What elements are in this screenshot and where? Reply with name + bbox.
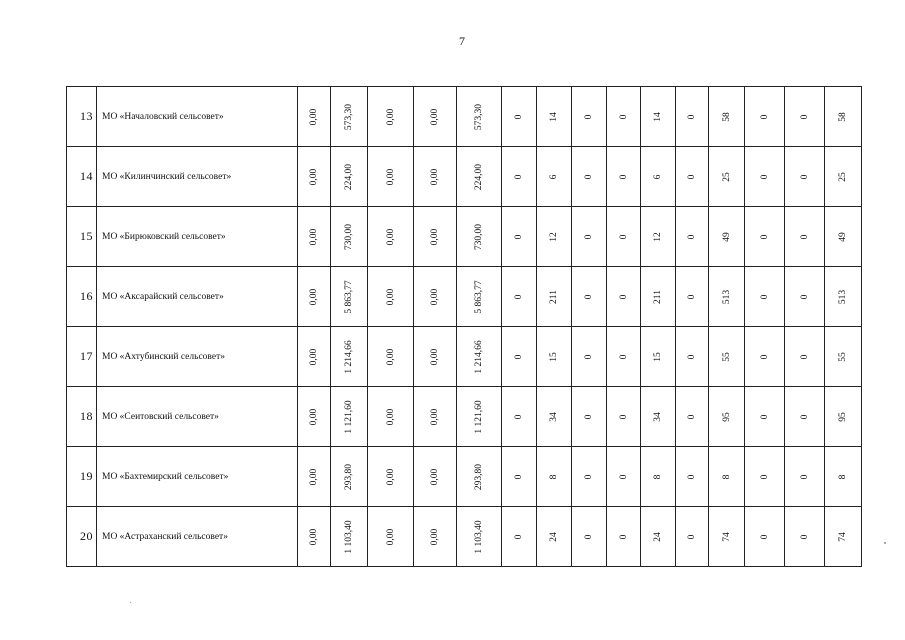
cell-value: 0 (584, 234, 594, 239)
value-cell (572, 147, 607, 207)
value-cell (368, 147, 414, 207)
value-cell (745, 87, 785, 147)
value-cell (368, 507, 414, 567)
cell-value: 1 121,60 (474, 399, 484, 434)
cell-value: 0,00 (385, 108, 396, 125)
cell-value: 0,00 (385, 228, 396, 245)
value-cell (641, 147, 676, 207)
cell-value: 0,00 (309, 108, 319, 125)
value-cell (537, 387, 572, 447)
cell-value: 513 (721, 289, 732, 304)
value-cell (457, 447, 502, 507)
value-cell (457, 327, 502, 387)
value-cell (676, 507, 709, 567)
municipality-name: МО «Астраханский сельсовет» (97, 507, 298, 567)
cell-value: 0 (618, 474, 629, 479)
cell-value: 0 (759, 114, 770, 119)
scan-speck (130, 602, 131, 603)
value-cell (572, 327, 607, 387)
value-cell (457, 507, 502, 567)
value-cell (676, 147, 709, 207)
value-cell (825, 387, 862, 447)
cell-value: 224,00 (474, 163, 484, 190)
cell-value: 15 (653, 351, 663, 362)
value-cell (709, 447, 745, 507)
value-cell (502, 507, 537, 567)
value-cell (368, 267, 414, 327)
value-cell (368, 327, 414, 387)
cell-value: 513 (838, 289, 848, 304)
municipality-name: МО «Аксарайский сельсовет» (97, 267, 298, 327)
value-cell (572, 447, 607, 507)
cell-value: 55 (838, 351, 848, 362)
cell-value: 0 (687, 114, 697, 119)
value-cell (607, 327, 641, 387)
value-cell (537, 447, 572, 507)
cell-value: 0 (687, 414, 697, 419)
value-cell (572, 507, 607, 567)
value-cell (502, 327, 537, 387)
value-cell (641, 207, 676, 267)
cell-value: 730,00 (474, 223, 484, 250)
value-cell (641, 87, 676, 147)
cell-value: 0,00 (309, 228, 319, 245)
cell-value: 6 (653, 174, 663, 179)
cell-value: 8 (838, 474, 848, 479)
cell-value: 730,00 (344, 223, 354, 250)
value-cell (825, 207, 862, 267)
cell-value: 95 (721, 411, 732, 422)
value-cell (457, 267, 502, 327)
cell-value: 0 (584, 534, 594, 539)
cell-value: 0 (514, 414, 524, 419)
cell-value: 0 (584, 174, 594, 179)
cell-value: 8 (721, 474, 732, 479)
cell-value: 0,00 (385, 528, 396, 545)
cell-value: 0 (687, 174, 697, 179)
cell-value: 1 103,40 (474, 519, 484, 554)
table-row (67, 327, 862, 387)
row-number: 17 (67, 327, 97, 387)
value-cell (368, 87, 414, 147)
cell-value: 0 (759, 474, 770, 479)
value-cell (641, 267, 676, 327)
value-cell (414, 87, 457, 147)
cell-value: 24 (653, 531, 663, 542)
cell-value: 6 (549, 174, 559, 179)
cell-value: 0 (618, 294, 629, 299)
value-cell (537, 507, 572, 567)
page-number: 7 (459, 34, 465, 48)
value-cell (825, 447, 862, 507)
value-cell (414, 387, 457, 447)
cell-value: 0,00 (430, 408, 440, 425)
cell-value: 25 (838, 171, 848, 182)
value-cell (745, 147, 785, 207)
value-cell (414, 507, 457, 567)
value-cell (676, 327, 709, 387)
table-row (67, 507, 862, 567)
cell-value: 224,00 (344, 163, 354, 190)
cell-value: 55 (721, 351, 732, 362)
value-cell (709, 87, 745, 147)
value-cell (502, 447, 537, 507)
cell-value: 0,00 (430, 228, 440, 245)
scan-speck (884, 542, 886, 544)
value-cell (502, 87, 537, 147)
value-cell (785, 447, 825, 507)
cell-value: 0 (584, 414, 594, 419)
value-cell (331, 207, 368, 267)
cell-value: 95 (838, 411, 848, 422)
municipality-name: МО «Началовский сельсовет» (97, 87, 298, 147)
value-cell (457, 87, 502, 147)
table-row (67, 207, 862, 267)
value-cell (502, 207, 537, 267)
value-cell (709, 147, 745, 207)
municipality-name: МО «Бахтемирский сельсовет» (97, 447, 298, 507)
cell-value: 0 (687, 474, 697, 479)
value-cell (298, 387, 331, 447)
municipality-name: МО «Ахтубинский сельсовет» (97, 327, 298, 387)
value-cell (825, 327, 862, 387)
table-row (67, 447, 862, 507)
cell-value: 0 (799, 474, 810, 479)
row-number: 20 (67, 507, 97, 567)
cell-value: 0 (799, 294, 810, 299)
value-cell (676, 87, 709, 147)
cell-value: 211 (653, 289, 663, 304)
value-cell (607, 147, 641, 207)
value-cell (414, 207, 457, 267)
cell-value: 1 121,60 (344, 399, 354, 434)
cell-value: 0,00 (385, 288, 396, 305)
value-cell (298, 447, 331, 507)
cell-value: 49 (838, 231, 848, 242)
cell-value: 0 (687, 354, 697, 359)
value-cell (709, 327, 745, 387)
table-row (67, 147, 862, 207)
value-cell (785, 87, 825, 147)
cell-value: 0 (799, 534, 810, 539)
table-row (67, 267, 862, 327)
value-cell (502, 147, 537, 207)
cell-value: 5 863,77 (474, 279, 484, 314)
cell-value: 0 (759, 354, 770, 359)
cell-value: 0,00 (309, 468, 319, 485)
table-row (67, 387, 862, 447)
cell-value: 0 (514, 534, 524, 539)
cell-value: 211 (549, 289, 559, 304)
value-cell (298, 207, 331, 267)
cell-value: 0 (687, 534, 697, 539)
cell-value: 49 (721, 231, 732, 242)
cell-value: 0,00 (430, 468, 440, 485)
cell-value: 0,00 (309, 408, 319, 425)
value-cell (457, 147, 502, 207)
value-cell (607, 507, 641, 567)
value-cell (676, 267, 709, 327)
value-cell (607, 447, 641, 507)
value-cell (785, 507, 825, 567)
cell-value: 0 (799, 414, 810, 419)
value-cell (825, 147, 862, 207)
value-cell (537, 147, 572, 207)
cell-value: 1 103,40 (344, 519, 354, 554)
value-cell (745, 267, 785, 327)
value-cell (537, 267, 572, 327)
value-cell (607, 207, 641, 267)
cell-value: 0 (799, 114, 810, 119)
value-cell (709, 387, 745, 447)
value-cell (641, 447, 676, 507)
cell-value: 293,80 (344, 463, 354, 490)
cell-value: 0 (759, 234, 770, 239)
value-cell (745, 447, 785, 507)
value-cell (676, 447, 709, 507)
row-number: 13 (67, 87, 97, 147)
cell-value: 12 (549, 231, 559, 242)
value-cell (825, 267, 862, 327)
value-cell (298, 327, 331, 387)
cell-value: 0,00 (309, 168, 319, 185)
cell-value: 58 (721, 111, 732, 122)
value-cell (298, 507, 331, 567)
value-cell (368, 387, 414, 447)
value-cell (572, 387, 607, 447)
value-cell (709, 207, 745, 267)
cell-value: 0 (618, 234, 629, 239)
row-number: 15 (67, 207, 97, 267)
cell-value: 0 (687, 234, 697, 239)
municipality-name: МО «Бирюковский сельсовет» (97, 207, 298, 267)
value-cell (641, 327, 676, 387)
cell-value: 0,00 (309, 528, 319, 545)
value-cell (641, 387, 676, 447)
cell-value: 0,00 (309, 288, 319, 305)
value-cell (709, 267, 745, 327)
value-cell (537, 87, 572, 147)
value-cell (331, 87, 368, 147)
cell-value: 0,00 (430, 348, 440, 365)
value-cell (745, 207, 785, 267)
municipality-name: МО «Сеитовский сельсовет» (97, 387, 298, 447)
cell-value: 0 (759, 534, 770, 539)
cell-value: 0 (514, 474, 524, 479)
cell-value: 14 (549, 111, 559, 122)
cell-value: 8 (549, 474, 559, 479)
cell-value: 0,00 (430, 168, 440, 185)
cell-value: 0 (584, 354, 594, 359)
cell-value: 1 214,66 (344, 339, 354, 374)
cell-value: 34 (549, 411, 559, 422)
cell-value: 14 (653, 111, 663, 122)
value-cell (572, 207, 607, 267)
value-cell (607, 87, 641, 147)
cell-value: 293,80 (474, 463, 484, 490)
cell-value: 0 (618, 414, 629, 419)
value-cell (745, 327, 785, 387)
value-cell (537, 207, 572, 267)
cell-value: 573,30 (344, 103, 354, 130)
cell-value: 0 (584, 294, 594, 299)
value-cell (537, 327, 572, 387)
cell-value: 0 (618, 534, 629, 539)
cell-value: 25 (721, 171, 732, 182)
value-cell (368, 447, 414, 507)
cell-value: 0 (514, 174, 524, 179)
value-cell (641, 507, 676, 567)
value-cell (676, 207, 709, 267)
row-number: 18 (67, 387, 97, 447)
value-cell (825, 507, 862, 567)
cell-value: 0 (514, 114, 524, 119)
cell-value: 15 (549, 351, 559, 362)
value-cell (414, 447, 457, 507)
value-cell (785, 387, 825, 447)
value-cell (785, 267, 825, 327)
value-cell (785, 207, 825, 267)
cell-value: 0 (618, 174, 629, 179)
row-number: 16 (67, 267, 97, 327)
cell-value: 0 (514, 294, 524, 299)
cell-value: 0 (514, 354, 524, 359)
table-row (67, 87, 862, 147)
cell-value: 0 (584, 474, 594, 479)
value-cell (607, 387, 641, 447)
value-cell (331, 267, 368, 327)
cell-value: 0 (759, 294, 770, 299)
cell-value: 0 (618, 354, 629, 359)
value-cell (368, 207, 414, 267)
value-cell (414, 327, 457, 387)
cell-value: 58 (838, 111, 848, 122)
cell-value: 0,00 (385, 348, 396, 365)
value-cell (572, 267, 607, 327)
cell-value: 0,00 (430, 108, 440, 125)
value-cell (331, 387, 368, 447)
value-cell (745, 507, 785, 567)
value-cell (825, 87, 862, 147)
cell-value: 0 (584, 114, 594, 119)
cell-value: 573,30 (474, 103, 484, 130)
cell-value: 0 (799, 234, 810, 239)
value-cell (607, 267, 641, 327)
cell-value: 74 (838, 531, 848, 542)
value-cell (414, 267, 457, 327)
value-cell (298, 267, 331, 327)
cell-value: 1 214,66 (474, 339, 484, 374)
value-cell (785, 147, 825, 207)
data-table (66, 86, 862, 567)
cell-value: 8 (653, 474, 663, 479)
cell-value: 0,00 (309, 348, 319, 365)
value-cell (502, 267, 537, 327)
cell-value: 0 (687, 294, 697, 299)
value-cell (572, 87, 607, 147)
value-cell (676, 387, 709, 447)
cell-value: 5 863,77 (344, 279, 354, 314)
cell-value: 0,00 (385, 168, 396, 185)
value-cell (331, 507, 368, 567)
cell-value: 0 (514, 234, 524, 239)
value-cell (298, 147, 331, 207)
municipality-name: МО «Килинчинский сельсовет» (97, 147, 298, 207)
cell-value: 0,00 (385, 408, 396, 425)
cell-value: 0,00 (430, 288, 440, 305)
value-cell (745, 387, 785, 447)
value-cell (331, 447, 368, 507)
row-number: 14 (67, 147, 97, 207)
value-cell (785, 327, 825, 387)
value-cell (331, 147, 368, 207)
cell-value: 34 (653, 411, 663, 422)
cell-value: 0,00 (385, 468, 396, 485)
value-cell (331, 327, 368, 387)
value-cell (457, 387, 502, 447)
cell-value: 0,00 (430, 528, 440, 545)
cell-value: 0 (618, 114, 629, 119)
value-cell (457, 207, 502, 267)
cell-value: 0 (799, 354, 810, 359)
row-number: 19 (67, 447, 97, 507)
cell-value: 0 (759, 414, 770, 419)
value-cell (298, 87, 331, 147)
cell-value: 74 (721, 531, 732, 542)
value-cell (414, 147, 457, 207)
value-cell (502, 387, 537, 447)
cell-value: 24 (549, 531, 559, 542)
cell-value: 0 (759, 174, 770, 179)
value-cell (709, 507, 745, 567)
cell-value: 12 (653, 231, 663, 242)
cell-value: 0 (799, 174, 810, 179)
